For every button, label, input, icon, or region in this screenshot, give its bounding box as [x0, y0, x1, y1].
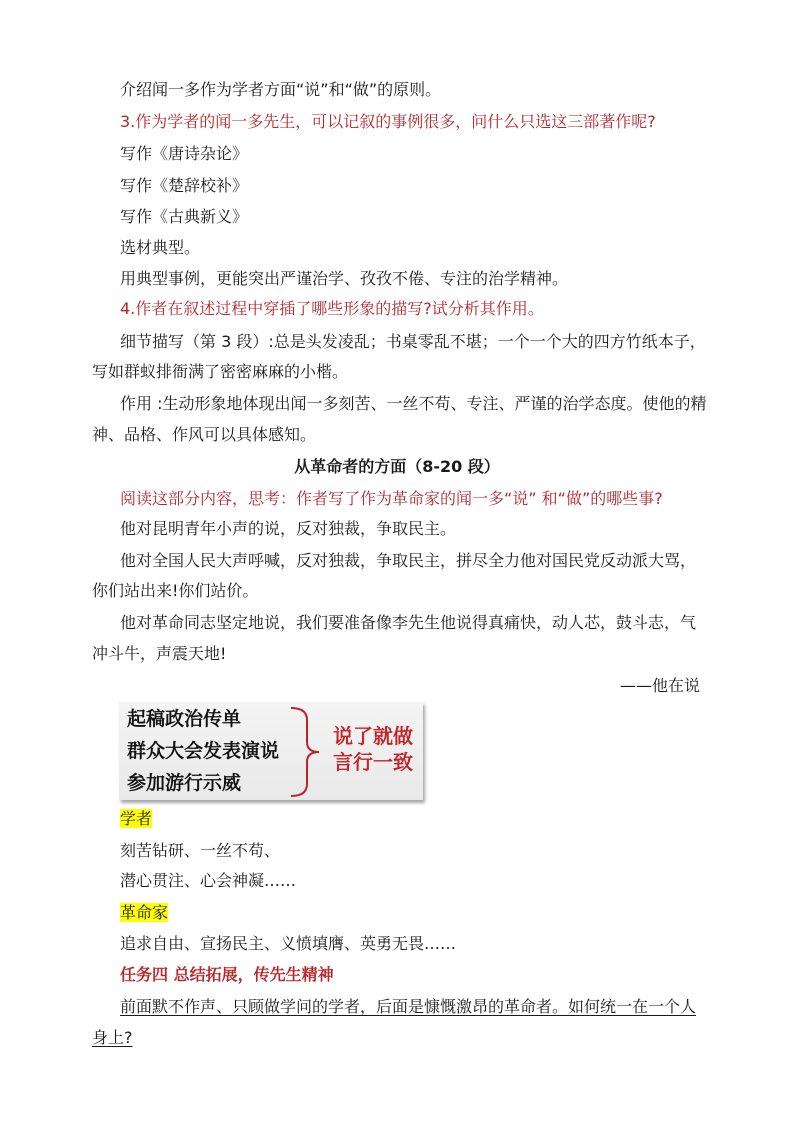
image-item-2: 群众大会发表演说 [127, 740, 280, 762]
work-3: 写作《古典新义》 [120, 207, 249, 226]
image-result-2: 言行一致 [333, 750, 413, 774]
image-item-3: 参加游行示威 [127, 772, 242, 794]
work-2: 写作《楚辞校补》 [120, 176, 249, 195]
effect-line-2: 神、品格、作风可以具体感知。 [92, 425, 317, 444]
image-result-1: 说了就做 [333, 724, 413, 748]
speech-3-line-2: 冲斗牛，声震天地! [92, 644, 227, 663]
final-question-line-2: 身上? [92, 1028, 133, 1047]
brace-icon [287, 706, 327, 798]
signature-he-speaks: ——他在说 [619, 676, 700, 695]
label-revolutionary [120, 903, 168, 923]
detail-description-line-2: 写如群蚁排衙满了密密麻麻的小楷。 [92, 362, 349, 381]
speech-3-line-1: 他对革命同志坚定地说，我们要准备像李先生他说得真痛快，动人芯，鼓斗志，气 [120, 613, 697, 632]
task-4-heading: 任务四 总结拓展，传先生精神 [120, 965, 334, 984]
final-question-line-1: 前面默不作声、只顾做学问的学者，后面是慷慨激昂的革命者。如何统一在一个人 [120, 997, 697, 1016]
question-5: 阅读这部分内容，思考：作者写了作为革命家的闻一多“说” 和“做”的哪些事? [120, 489, 663, 508]
effect-line-1: 作用 :生动形象地体现出闻一多刻苦、一丝不苟、专注、严谨的治学态度。使他的精 [120, 394, 707, 413]
image-item-1: 起稿政治传单 [127, 708, 242, 730]
label-scholar [120, 809, 152, 829]
scholar-trait-2: 潜心贯注、心会神凝…… [120, 871, 297, 890]
detail-description-line-1: 细节描写（第 3 段）:总是头发凌乱；书桌零乱不堪；一个一个大的四方竹纸本子， [120, 332, 706, 351]
work-1: 写作《唐诗杂论》 [120, 144, 249, 163]
section-heading-revolutionary: 从革命者的方面（8-20 段） [294, 457, 500, 476]
selection-note: 选材典型。 [120, 238, 201, 257]
revolutionary-traits: 追求自由、宣扬民主、义愤填膺、英勇无畏…… [120, 934, 457, 953]
scholar-trait-1: 刻苦钻研、一丝不苟、 [120, 841, 281, 860]
question-3: 3.作为学者的闻一多先生，可以记叙的事例很多，问什么只选这三部著作呢? [120, 112, 656, 131]
question-4: 4.作者在叙述过程中穿插了哪些形象的描写?试分析其作用。 [120, 299, 544, 318]
speech-1: 他对昆明青年小声的说，反对独裁，争取民主。 [120, 519, 457, 538]
summary-image [119, 702, 423, 800]
label-scholar-text: 学者 [120, 809, 153, 828]
typical-example-note: 用典型事例，更能突出严谨治学、孜孜不倦、专注的治学精神。 [120, 269, 569, 288]
speech-2-line-1: 他对全国人民大声呼喊，反对独裁，争取民主，拼尽全力他对国民党反动派大骂， [120, 551, 697, 570]
speech-2-line-2: 你们站出来!你们站价。 [92, 581, 259, 600]
label-revolutionary-text: 革命家 [120, 903, 169, 922]
paragraph-principle: 介绍闻一多作为学者方面“说”和“做”的原则。 [120, 80, 442, 99]
